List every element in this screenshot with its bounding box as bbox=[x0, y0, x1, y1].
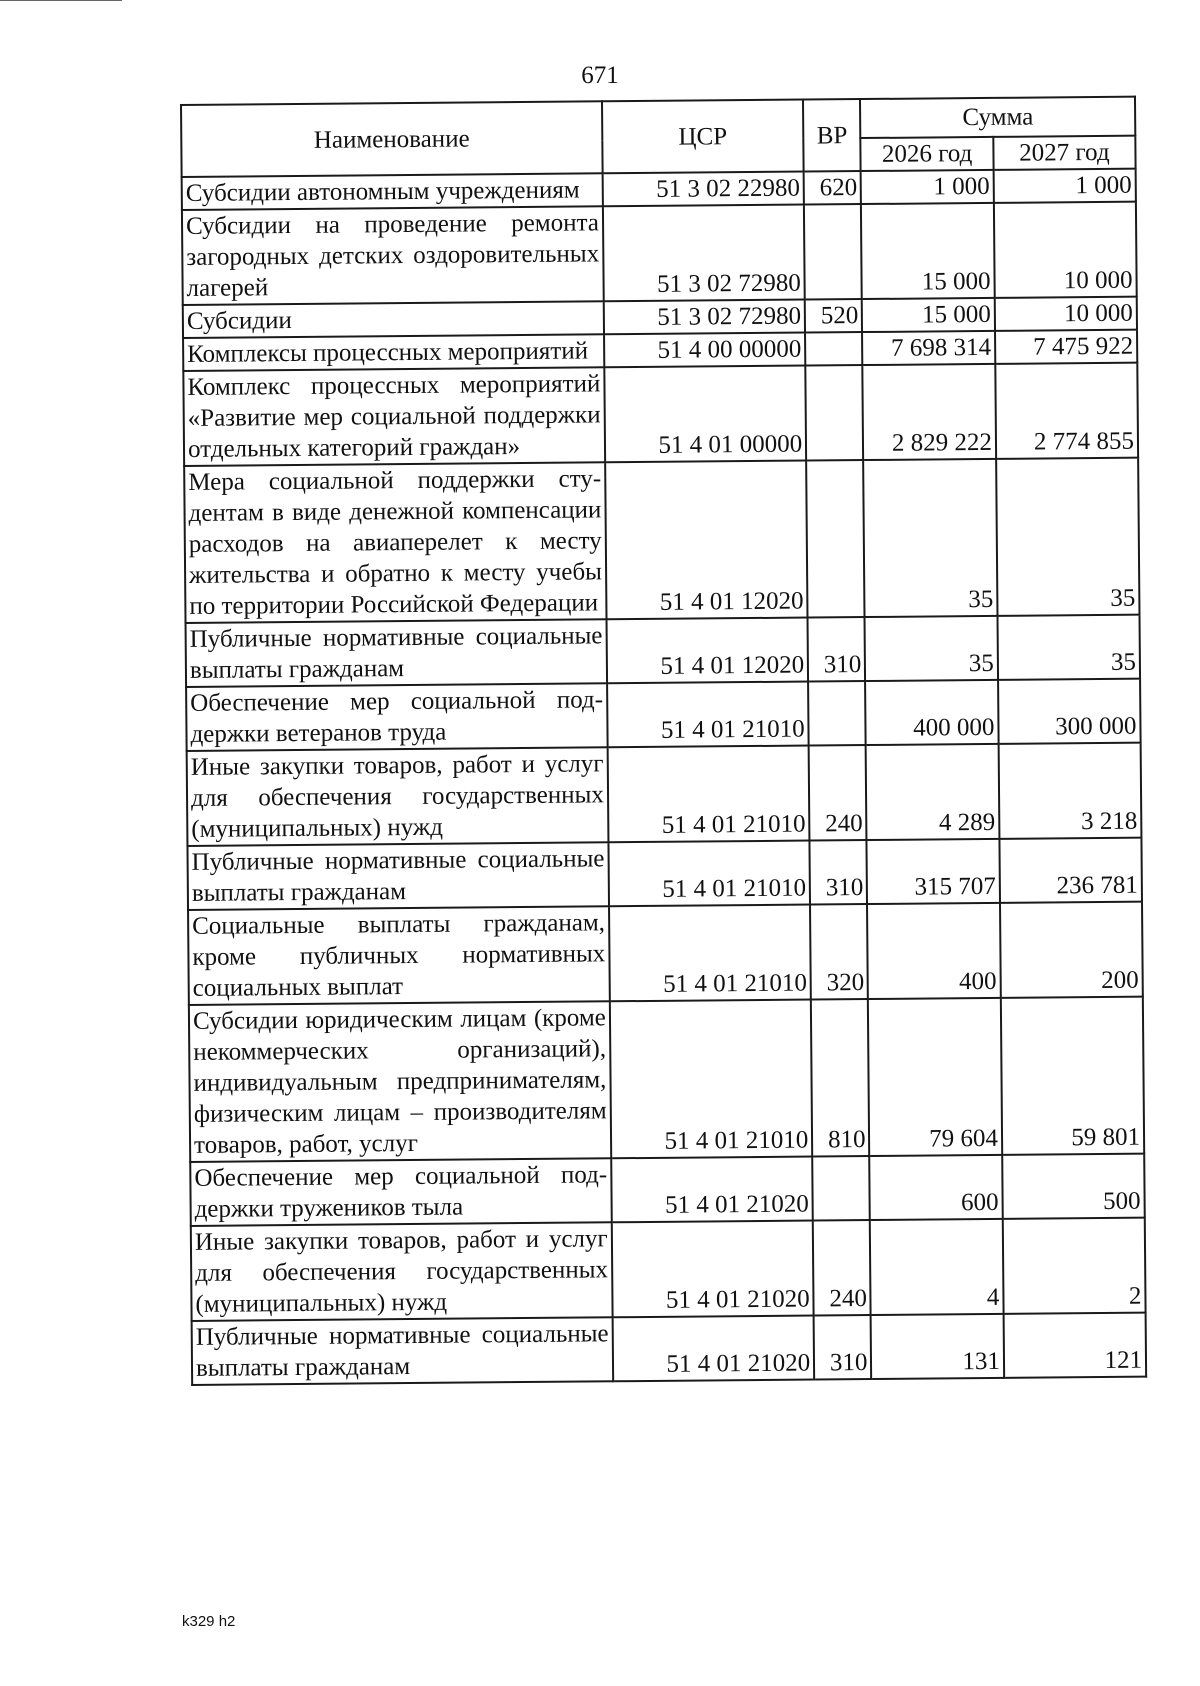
cell-vr: 310 bbox=[814, 1315, 872, 1379]
cell-vr: 520 bbox=[805, 299, 863, 332]
cell-name: Иные закупки товаров, работ и услуг для обеспечения государственных (муниципальных) нужд bbox=[187, 747, 609, 846]
cell-name: Обеспечение мер социальной поддержки тружеников тыла bbox=[190, 1158, 611, 1226]
cell-csr: 51 3 02 22980 bbox=[602, 172, 804, 207]
cell-vr bbox=[808, 681, 866, 745]
cell-csr: 51 3 02 72980 bbox=[604, 300, 806, 335]
cell-vr bbox=[806, 460, 865, 617]
cell-name: Субсидии автономным учреждениям bbox=[182, 173, 603, 210]
cell-sum-2027: 59 801 bbox=[1001, 997, 1144, 1155]
cell-csr: 51 4 01 21010 bbox=[607, 746, 809, 843]
cell-vr: 810 bbox=[811, 999, 870, 1156]
cell-sum-2026: 400 000 bbox=[865, 680, 998, 745]
cell-sum-2027: 200 bbox=[1000, 902, 1143, 998]
cell-sum-2027: 121 bbox=[1004, 1313, 1147, 1378]
cell-csr: 51 4 01 21020 bbox=[612, 1316, 814, 1382]
table-header bbox=[181, 97, 1136, 177]
cell-name: Комплексы процессных мероприятий bbox=[183, 334, 604, 371]
cell-vr bbox=[804, 204, 862, 299]
header-year-2026: 2026 год bbox=[861, 137, 994, 171]
header-sum: Сумма bbox=[860, 97, 1135, 138]
cell-csr: 51 3 02 72980 bbox=[603, 205, 805, 302]
table-row bbox=[192, 1313, 1147, 1385]
cell-vr bbox=[812, 1156, 870, 1220]
table-body bbox=[182, 169, 1147, 1385]
cell-name: Публичные нормативные социальные выплаты гражданам bbox=[192, 1317, 613, 1385]
cell-sum-2026: 315 707 bbox=[867, 839, 1000, 904]
table-row bbox=[186, 615, 1141, 687]
table-row bbox=[183, 363, 1138, 466]
cell-name: Публичные нормативные социальные выплаты гражданам bbox=[187, 842, 608, 910]
cell-sum-2027: 10 000 bbox=[995, 297, 1137, 331]
cell-sum-2026: 35 bbox=[865, 616, 998, 681]
cell-csr: 51 4 01 21010 bbox=[610, 1000, 813, 1159]
cell-vr: 320 bbox=[810, 904, 868, 999]
cell-sum-2026: 131 bbox=[871, 1314, 1004, 1379]
cell-name: Комплекс процессных мероприятий «Развитие мер социальной поддержки отдельных категорий граждан» bbox=[183, 367, 605, 466]
table-row bbox=[191, 1218, 1146, 1321]
cell-vr: 620 bbox=[804, 171, 862, 204]
cell-sum-2027: 3 218 bbox=[999, 743, 1142, 839]
cell-csr: 51 4 01 12020 bbox=[606, 618, 808, 684]
cell-vr: 310 bbox=[808, 617, 866, 681]
cell-sum-2027: 7 475 922 bbox=[995, 330, 1137, 364]
cell-sum-2027: 500 bbox=[1002, 1154, 1145, 1219]
cell-sum-2026: 2 829 222 bbox=[863, 364, 996, 460]
budget-table bbox=[180, 96, 1147, 1386]
cell-name: Социальные выплаты гражданам, кроме публичных нормативных социальных выплат bbox=[188, 906, 610, 1005]
cell-sum-2026: 35 bbox=[864, 459, 998, 617]
table-row bbox=[189, 997, 1144, 1162]
cell-name: Иные закупки товаров, работ и услуг для обеспечения государственных (муниципальных) нужд bbox=[191, 1222, 613, 1321]
footer-code: k329 h2 bbox=[182, 1613, 236, 1630]
cell-name: Субсидии на проведение ремонта загородных детских оздоровительных лагерей bbox=[182, 206, 604, 305]
cell-csr: 51 4 01 21020 bbox=[612, 1221, 814, 1318]
cell-name: Субсидии юридическим лицам (кроме некоммерческих организаций), индивидуальным предпринимателям, физическим лицам – производителям товаров, работ, услуг bbox=[189, 1001, 611, 1162]
cell-sum-2026: 15 000 bbox=[862, 298, 995, 332]
table-row bbox=[187, 743, 1142, 846]
table-row bbox=[182, 202, 1137, 305]
cell-sum-2027: 2 774 855 bbox=[995, 363, 1138, 459]
cell-name: Публичные нормативные социальные выплаты гражданам bbox=[186, 619, 607, 687]
cell-name: Субсидии bbox=[183, 301, 604, 338]
cell-vr: 240 bbox=[813, 1220, 871, 1315]
cell-vr: 240 bbox=[809, 745, 867, 840]
cell-sum-2026: 400 bbox=[867, 903, 1000, 999]
cell-sum-2027: 236 781 bbox=[999, 838, 1142, 903]
header-vr: ВР bbox=[803, 99, 861, 171]
header-csr: ЦСР bbox=[602, 100, 804, 174]
cell-csr: 51 4 01 21010 bbox=[609, 905, 811, 1002]
cell-sum-2026: 1 000 bbox=[861, 170, 994, 204]
cell-sum-2027: 35 bbox=[997, 615, 1140, 680]
cell-sum-2027: 10 000 bbox=[994, 202, 1137, 298]
cell-csr: 51 4 01 12020 bbox=[605, 461, 808, 620]
cell-sum-2026: 15 000 bbox=[861, 203, 994, 299]
cell-sum-2026: 7 698 314 bbox=[862, 331, 995, 365]
cell-csr: 51 4 01 21010 bbox=[607, 682, 809, 748]
corner-rule bbox=[0, 0, 122, 1]
cell-sum-2026: 4 bbox=[870, 1219, 1003, 1315]
cell-csr: 51 4 01 21010 bbox=[608, 841, 810, 907]
cell-name: Обеспечение мер социальной поддержки ветеранов труда bbox=[186, 683, 607, 751]
cell-sum-2027: 1 000 bbox=[994, 169, 1136, 203]
cell-vr: 310 bbox=[810, 840, 868, 904]
cell-sum-2026: 4 289 bbox=[866, 744, 999, 840]
table-row bbox=[190, 1154, 1145, 1226]
cell-vr bbox=[805, 332, 863, 365]
header-year-2027: 2027 год bbox=[993, 136, 1135, 170]
table-row bbox=[187, 838, 1142, 910]
cell-csr: 51 4 01 00000 bbox=[604, 366, 806, 463]
cell-vr bbox=[806, 365, 864, 460]
table-row bbox=[188, 902, 1143, 1005]
page-number: 671 bbox=[581, 62, 619, 89]
header-name: Наименование bbox=[181, 101, 602, 177]
cell-name: Мера социальной поддержки студентам в виде денежной компенсации расходов на авиаперелет к месту жительства и обратно к месту учебы по территории Российской Федерации bbox=[184, 462, 606, 623]
cell-sum-2026: 600 bbox=[870, 1155, 1003, 1220]
table-row bbox=[184, 458, 1139, 623]
cell-sum-2027: 300 000 bbox=[998, 679, 1141, 744]
cell-sum-2027: 35 bbox=[996, 458, 1139, 616]
cell-sum-2027: 2 bbox=[1003, 1218, 1146, 1314]
cell-csr: 51 4 01 21020 bbox=[611, 1157, 813, 1223]
cell-csr: 51 4 00 00000 bbox=[604, 333, 806, 368]
cell-sum-2026: 79 604 bbox=[868, 998, 1002, 1156]
table-row bbox=[186, 679, 1141, 751]
